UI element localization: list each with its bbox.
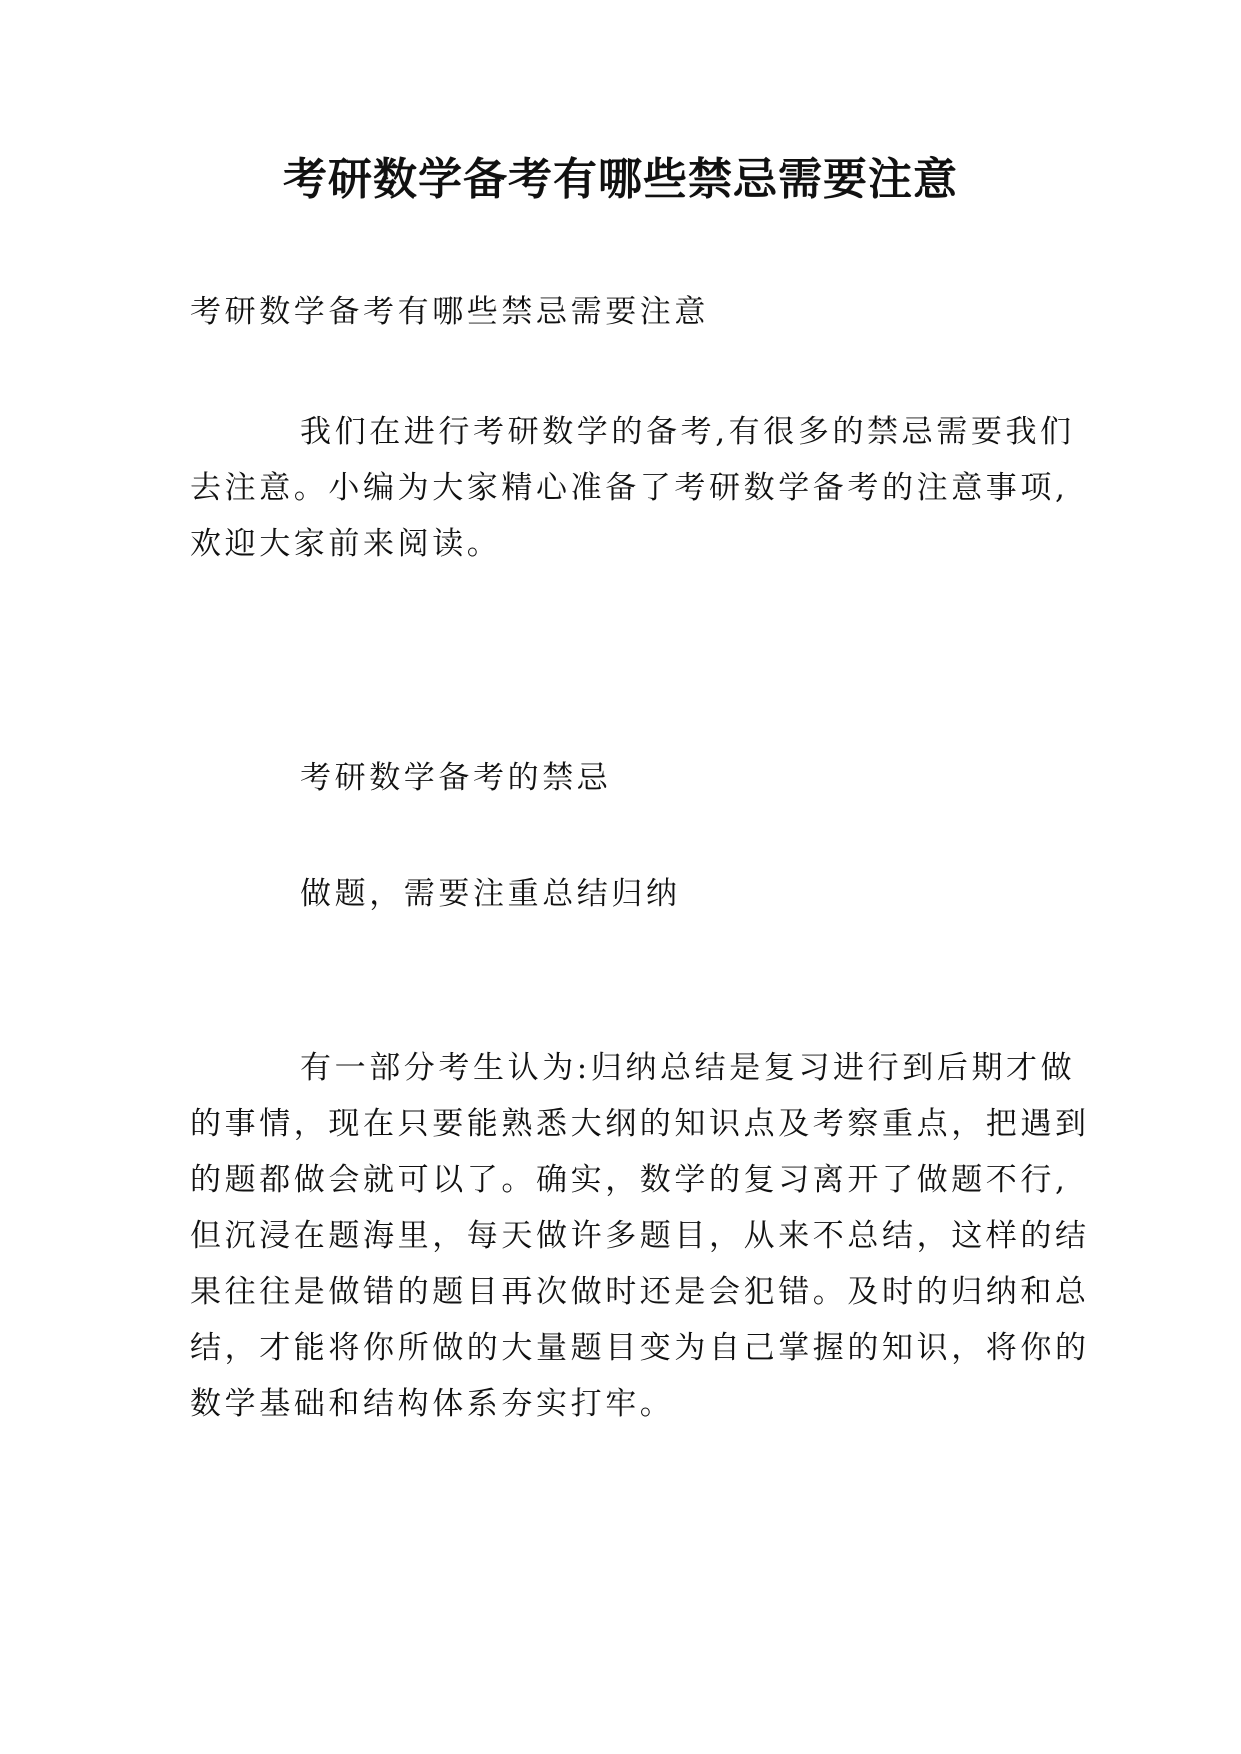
- body-line-1: 有一部分考生认为:归纳总结是复习进行到后期才做: [300, 1050, 1076, 1086]
- body-line-7: 数学基础和结构体系夯实打牢。: [190, 1386, 675, 1422]
- point-heading: 做题，需要注重总结归纳: [300, 876, 681, 912]
- body-line-3: 的题都做会就可以了。确实，数学的复习离开了做题不行,: [190, 1162, 1069, 1198]
- body-line-2: 的事情，现在只要能熟悉大纲的知识点及考察重点，把遇到: [190, 1106, 1090, 1142]
- document-title: 考研数学备考有哪些禁忌需要注意: [283, 154, 958, 205]
- document-subtitle: 考研数学备考有哪些禁忌需要注意: [190, 294, 709, 330]
- intro-line-3: 欢迎大家前来阅读。: [190, 526, 502, 562]
- intro-line-1: 我们在进行考研数学的备考,有很多的禁忌需要我们: [300, 414, 1075, 450]
- body-line-4: 但沉浸在题海里，每天做许多题目，从来不总结，这样的结: [190, 1218, 1090, 1254]
- body-line-6: 结，才能将你所做的大量题目变为自己掌握的知识，将你的: [190, 1330, 1090, 1366]
- section-heading: 考研数学备考的禁忌: [300, 760, 612, 796]
- intro-line-2: 去注意。小编为大家精心准备了考研数学备考的注意事项,: [190, 470, 1069, 506]
- body-line-5: 果往往是做错的题目再次做时还是会犯错。及时的归纳和总: [190, 1274, 1090, 1310]
